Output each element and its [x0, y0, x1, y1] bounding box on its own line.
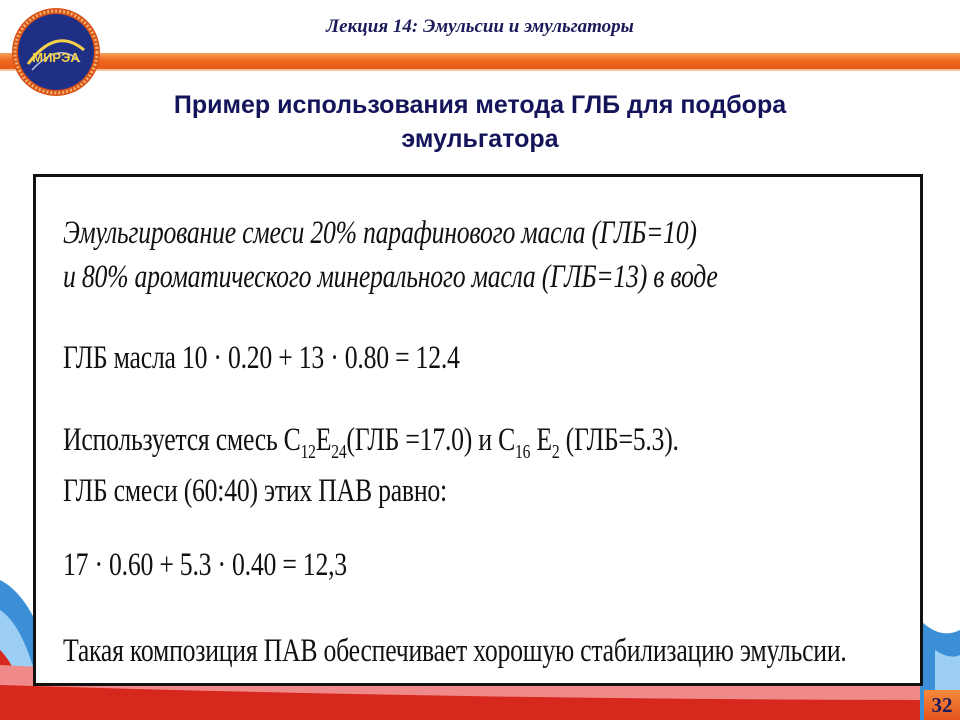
doc-line-6: 17 · 0.60 + 5.3 · 0.40 = 12,3 [63, 547, 347, 583]
doc-line-4-e: (ГЛБ=5.3). [559, 422, 679, 458]
doc-line-4-b: E [315, 422, 332, 458]
document-content [46, 177, 910, 683]
doc-line-7: Такая композиция ПАВ обеспечивает хорошую стабилизацию эмульсии. [63, 633, 847, 669]
slide-title-line1: Пример использования метода ГЛБ для подбора [173, 91, 787, 119]
doc-line-4-sub2: 24 [331, 441, 347, 463]
doc-line-2: и 80% ароматического минерального масла (ГЛБ=13) в воде [63, 259, 718, 295]
scanned-document [33, 174, 923, 686]
doc-line-5: ГЛБ смеси (60:40) этих ПАВ равно: [63, 473, 447, 509]
slide-title-line2: эмульгатора [401, 125, 559, 153]
header-band [0, 53, 960, 69]
doc-line-4-d: E [530, 422, 552, 458]
slide-title [120, 88, 840, 156]
doc-line-4 [63, 422, 679, 464]
doc-line-3: ГЛБ масла 10 · 0.20 + 13 · 0.80 = 12.4 [63, 340, 460, 376]
header-band-line [0, 69, 960, 71]
doc-line-4-sub3: 16 [515, 441, 531, 463]
lecture-title: Лекция 14: Эмульсии и эмульгаторы [326, 16, 634, 37]
page-number: 32 [931, 693, 953, 717]
doc-line-4-a: Используется смесь C [63, 422, 301, 458]
logo-text: МИРЭА [32, 50, 80, 65]
doc-line-4-sub1: 12 [300, 441, 316, 463]
doc-line-4-sub4: 2 [551, 441, 560, 463]
doc-line-1: Эмульгирование смеси 20% парафинового масла (ГЛБ=10) [63, 215, 697, 251]
doc-line-4-c: (ГЛБ =17.0) и C [346, 422, 516, 458]
